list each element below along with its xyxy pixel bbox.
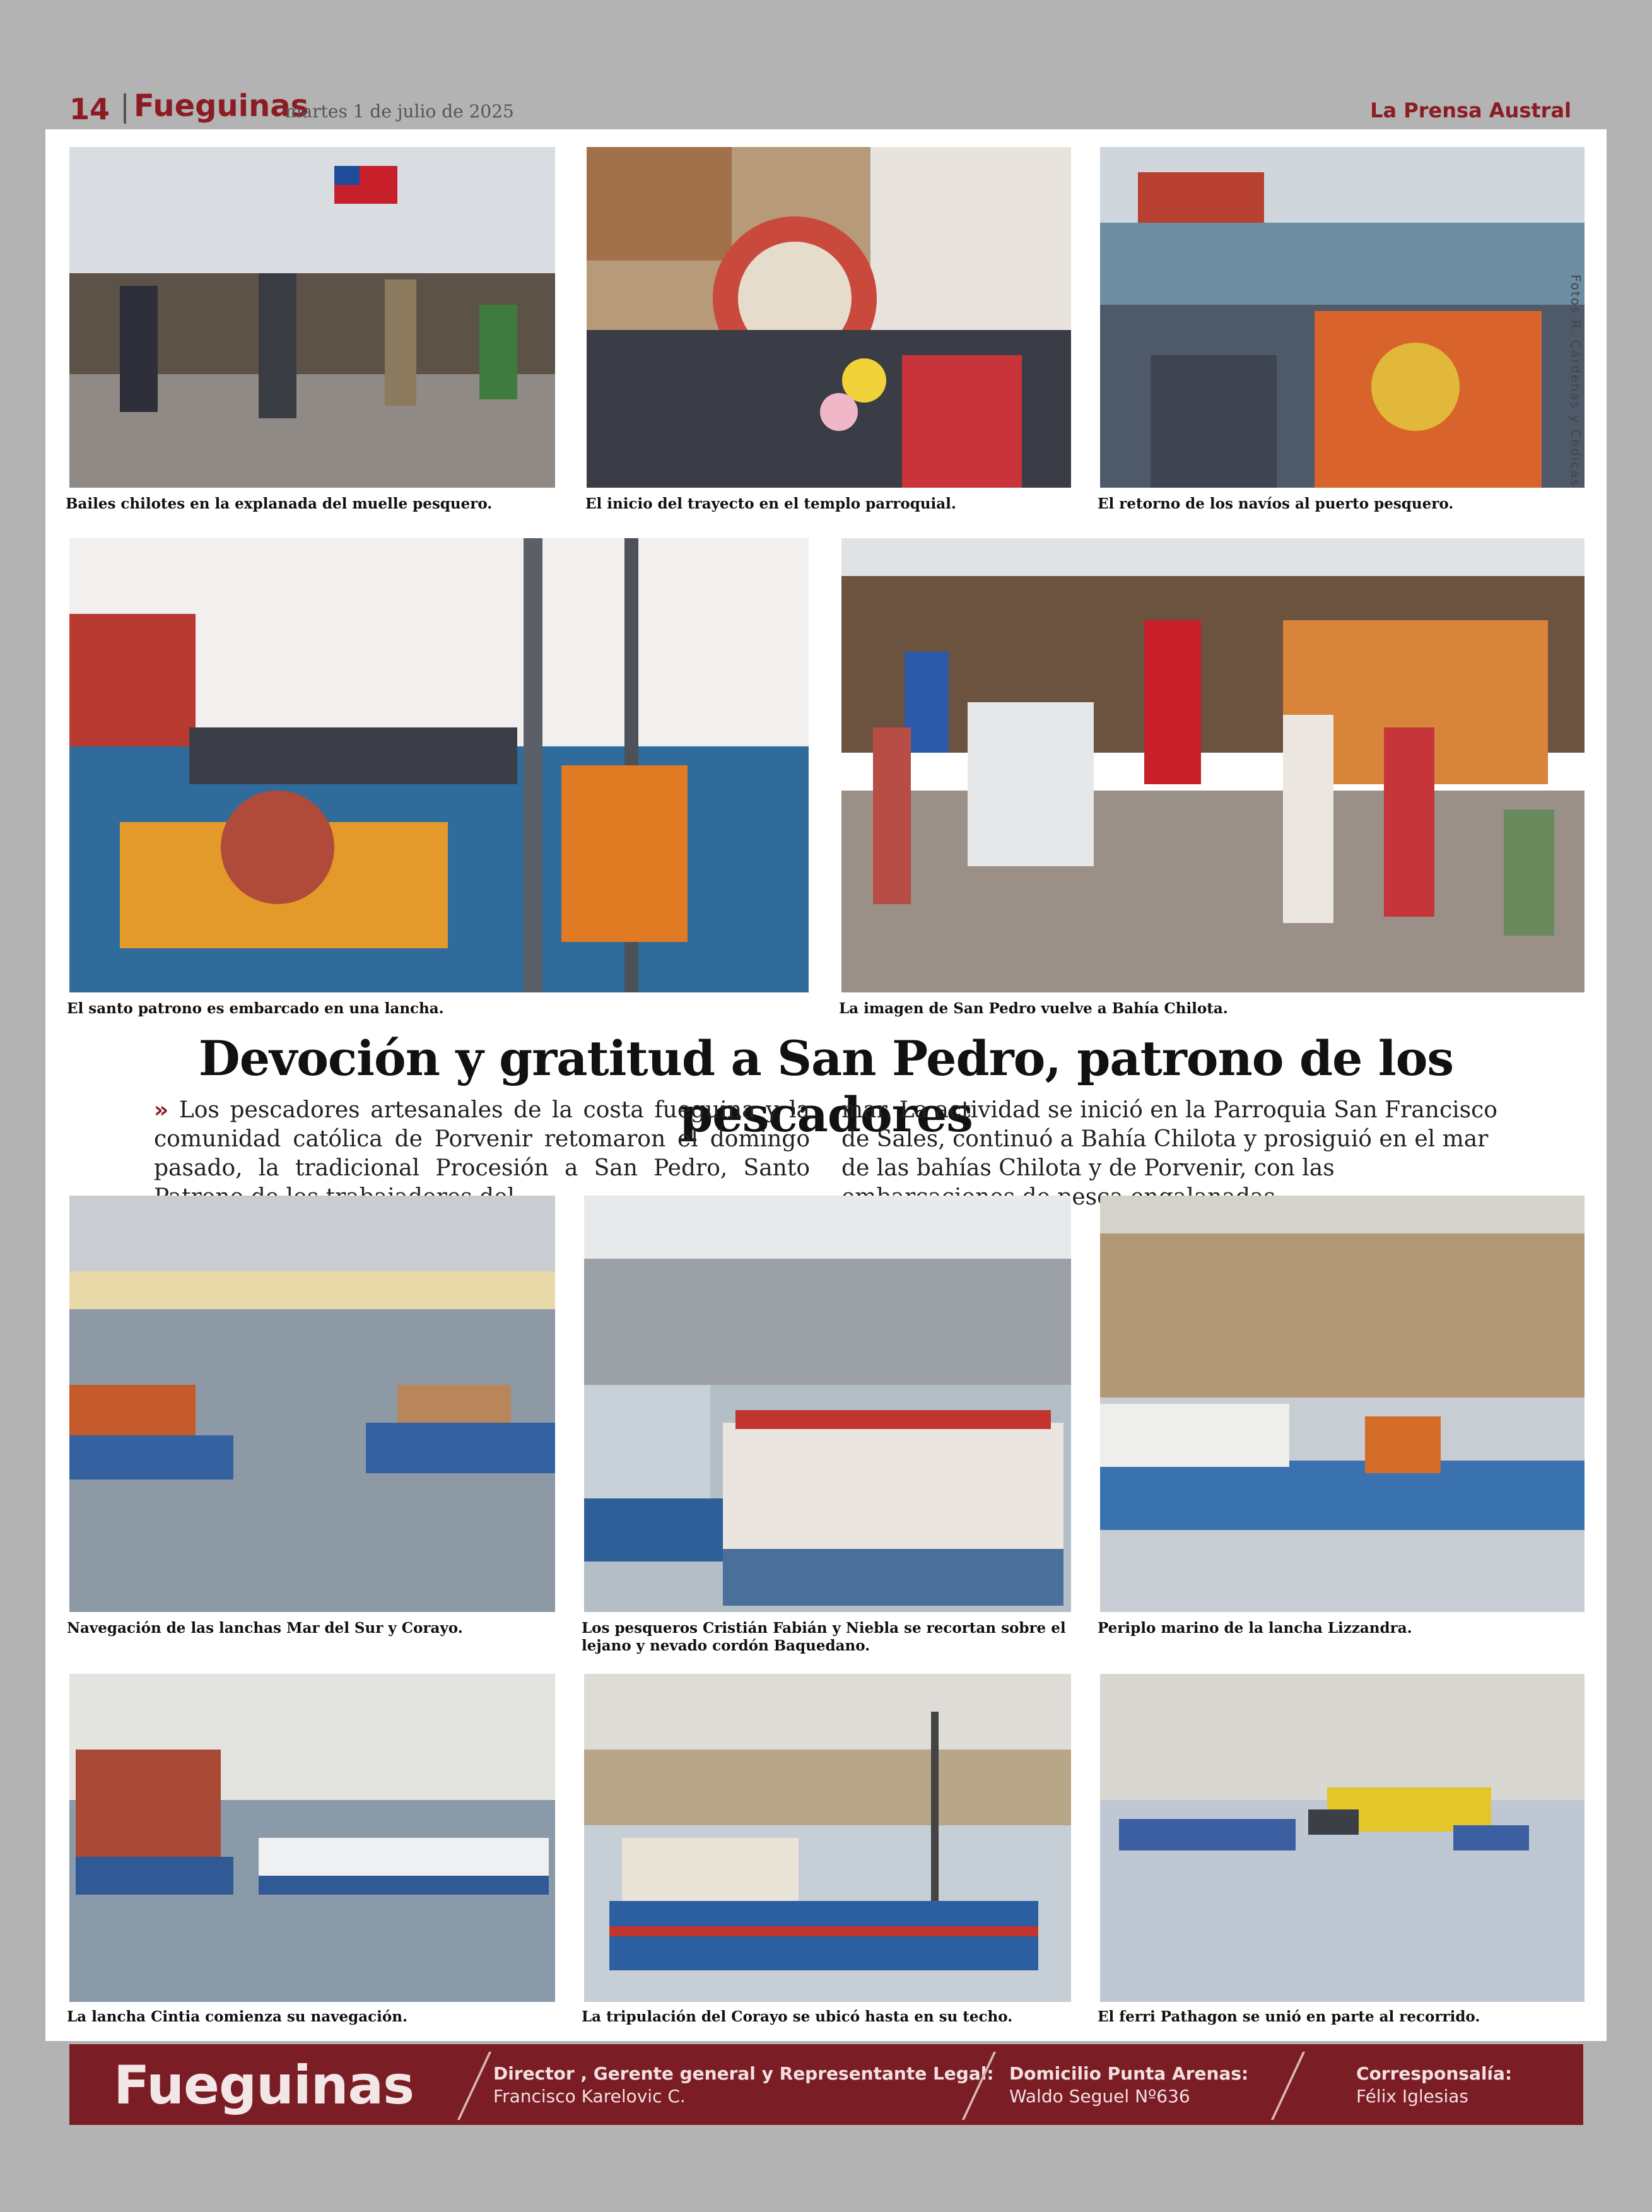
caption-1: Bailes chilotes en la explanada del muelle pesquero.: [66, 495, 493, 512]
caption-11: El ferri Pathagon se unió en parte al recorrido.: [1098, 2008, 1480, 2025]
article-text-2: mar. La actividad se inició en la Parroquia San Francisco de Sales, continuó a Bahía Chilota y prosiguió en el mar de las bahías Chilota y de Porvenir, con las pesca: [841, 1097, 1497, 1210]
article-text-1: Los pescadores artesanales de la costa fueguina y la comunidad católica de Porvenir retomaron el domingo pasado, la tradicional Procesión a San Pedro, Santo: [154, 1097, 810, 1181]
director-value: Francisco Karelovic C.: [493, 2086, 686, 2107]
correspondent-label: Corresponsalía:: [1356, 2063, 1513, 2084]
caption-3: El retorno de los navíos al puerto pesquero.: [1098, 495, 1454, 512]
lead-marker: »: [154, 1097, 169, 1123]
photo-corayo-roof: [584, 1674, 1071, 2002]
caption-10: La tripulación del Corayo se ubicó hasta en su techo.: [582, 2008, 1013, 2025]
article-headline: Devoción y gratitud a San Pedro, patrono de los pescadores: [198, 1030, 1454, 1143]
address-label: Domicilio Punta Arenas:: [1009, 2063, 1249, 2084]
photo-ships-return: [1100, 147, 1585, 488]
photo-lizzandra: [1100, 1196, 1585, 1612]
issue-date: martes 1 de julio de 2025: [285, 101, 514, 122]
correspondent-value: Félix Iglesias: [1356, 2086, 1468, 2107]
footer-divider-3: [1271, 2052, 1305, 2120]
caption-9: La lancha Cintia comienza su navegación.: [67, 2008, 407, 2025]
header-divider: [124, 93, 126, 124]
caption-4: El santo patrono es embarcado en una lancha.: [67, 1000, 444, 1017]
caption-8: Periplo marino de la lancha Lizzandra.: [1098, 1620, 1412, 1637]
photo-saint-boarded: [69, 538, 809, 992]
photo-cristian-fabian-niebla: [584, 1196, 1071, 1612]
footer-brand: Fueguinas: [114, 2054, 414, 2116]
footer-divider-2: [962, 2052, 996, 2120]
section-name: Fueguinas: [134, 88, 309, 124]
address-value: Waldo Seguel Nº636: [1009, 2086, 1190, 2107]
photo-cintia: [69, 1674, 555, 2002]
footer-divider-1: [457, 2052, 491, 2120]
caption-2: El inicio del trayecto en el templo parroquial.: [585, 495, 956, 512]
photo-credit: Fotos R. Cárdenas y Cedicas: [1568, 274, 1583, 487]
newspaper-page: [45, 129, 1607, 2041]
caption-6: Navegación de las lanchas Mar del Sur y Corayo.: [67, 1620, 463, 1637]
newspaper-name: La Prensa Austral: [1370, 98, 1571, 122]
photo-mar-del-sur-corayo: [69, 1196, 555, 1612]
caption-5: La imagen de San Pedro vuelve a Bahía Chilota.: [839, 1000, 1228, 1017]
director-label: Director , Gerente general y Representante Legal:: [493, 2063, 994, 2084]
caption-7: Los pesqueros Cristián Fabián y Niebla se recortan sobre el lejano y nevado cordón Baquedano.: [582, 1620, 1066, 1654]
page-header: [45, 81, 1607, 135]
photo-chilote-dances: [69, 147, 555, 488]
photo-san-pedro-returns: [841, 538, 1585, 992]
photo-ferry-pathagon: [1100, 1674, 1585, 2002]
footer-band: [69, 2044, 1583, 2125]
article-column-1: [154, 1096, 810, 1212]
page-number: 14: [69, 92, 110, 126]
article-column-2: [841, 1096, 1497, 1212]
photo-parish-start: [587, 147, 1071, 488]
